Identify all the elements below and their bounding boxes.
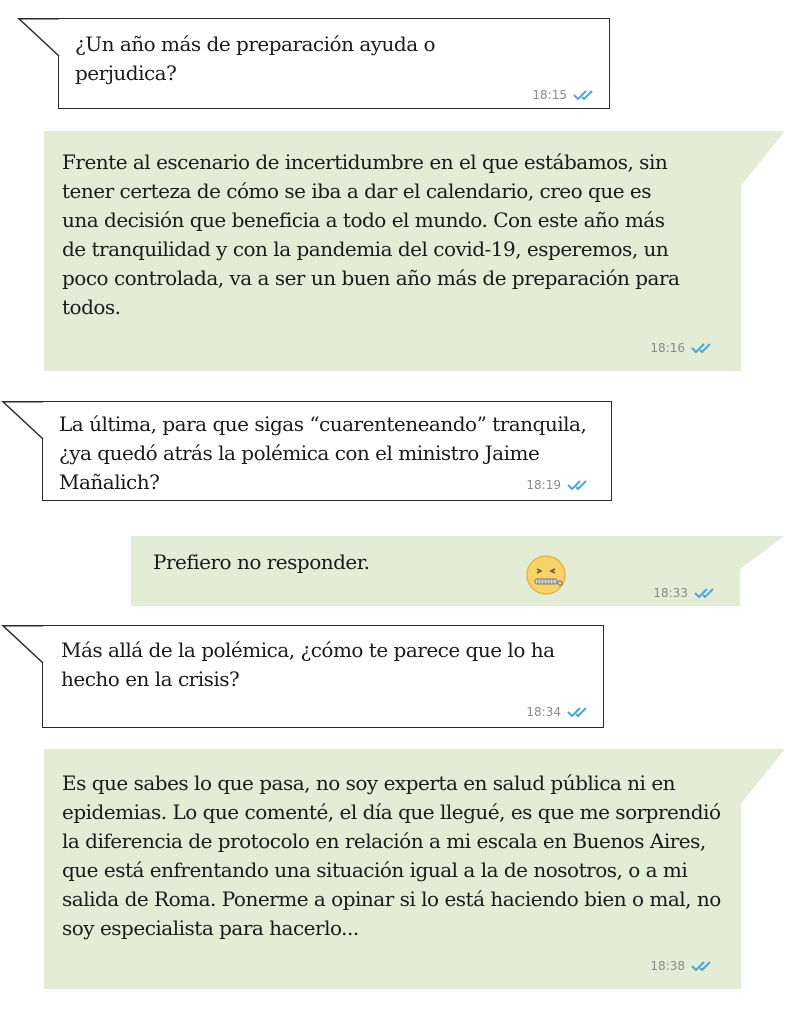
message-meta	[650, 959, 717, 973]
zipper-mouth-face-icon	[525, 554, 567, 596]
bubble-tail	[18, 18, 60, 58]
double-check-icon	[691, 960, 717, 972]
message-meta	[532, 88, 599, 102]
message-text: Prefiero no responder.	[153, 550, 370, 574]
message-meta	[653, 586, 720, 600]
message-bubble-incoming[interactable]	[42, 401, 612, 501]
message-text: Es que sabes lo que pasa, no soy experta en salud pública ni en epidemias. Lo que comenté, el día que llegué, es que me sorprendió la diferencia de protocolo en relación a mi escala en Buenos Aires, que está enfrentando una situación igual a la de nosotros, o a mi salida de Roma. Ponerme a opinar si lo está haciendo bien o mal, no soy especialista para hacerlo...	[62, 771, 721, 940]
message-meta	[526, 478, 593, 492]
message-meta	[650, 341, 717, 355]
message-meta	[526, 705, 593, 719]
double-check-icon	[691, 342, 717, 354]
bubble-tail	[2, 401, 44, 441]
bubble-tail	[740, 749, 786, 805]
bubble-tail	[740, 131, 786, 187]
message-text: ¿Un año más de preparación ayuda o perjudica?	[75, 32, 436, 85]
message-bubble-incoming[interactable]	[42, 625, 604, 728]
bubble-tail	[2, 625, 44, 665]
message-timestamp: 18:16	[650, 341, 685, 355]
message-text: Más allá de la polémica, ¿cómo te parece que lo ha hecho en la crisis?	[61, 638, 555, 691]
message-bubble-outgoing[interactable]	[44, 131, 741, 371]
message-timestamp: 18:19	[526, 478, 561, 492]
message-timestamp: 18:33	[653, 586, 688, 600]
double-check-icon	[694, 587, 720, 599]
bubble-tail	[739, 536, 785, 570]
double-check-icon	[573, 89, 599, 101]
message-bubble-outgoing[interactable]	[44, 749, 741, 989]
message-bubble-incoming[interactable]	[58, 18, 610, 109]
message-text: Frente al escenario de incertidumbre en el que estábamos, sin tener certeza de cómo se iba a dar el calendario, creo que es una decisión que beneficia a todo el mundo. Con este año más de tranquilidad y con la pandemia del covid-19, esperemos, un poco controlada, va a ser un buen año más de preparación para todos.	[62, 150, 680, 319]
message-timestamp: 18:34	[526, 705, 561, 719]
double-check-icon	[567, 479, 593, 491]
message-timestamp: 18:15	[532, 88, 567, 102]
message-text: La última, para que sigas “cuarenteneando” tranquila, ¿ya quedó atrás la polémica con el ministro Jaime Mañalich?	[59, 412, 587, 494]
double-check-icon	[567, 706, 593, 718]
message-bubble-outgoing[interactable]	[131, 536, 740, 606]
message-timestamp: 18:38	[650, 959, 685, 973]
